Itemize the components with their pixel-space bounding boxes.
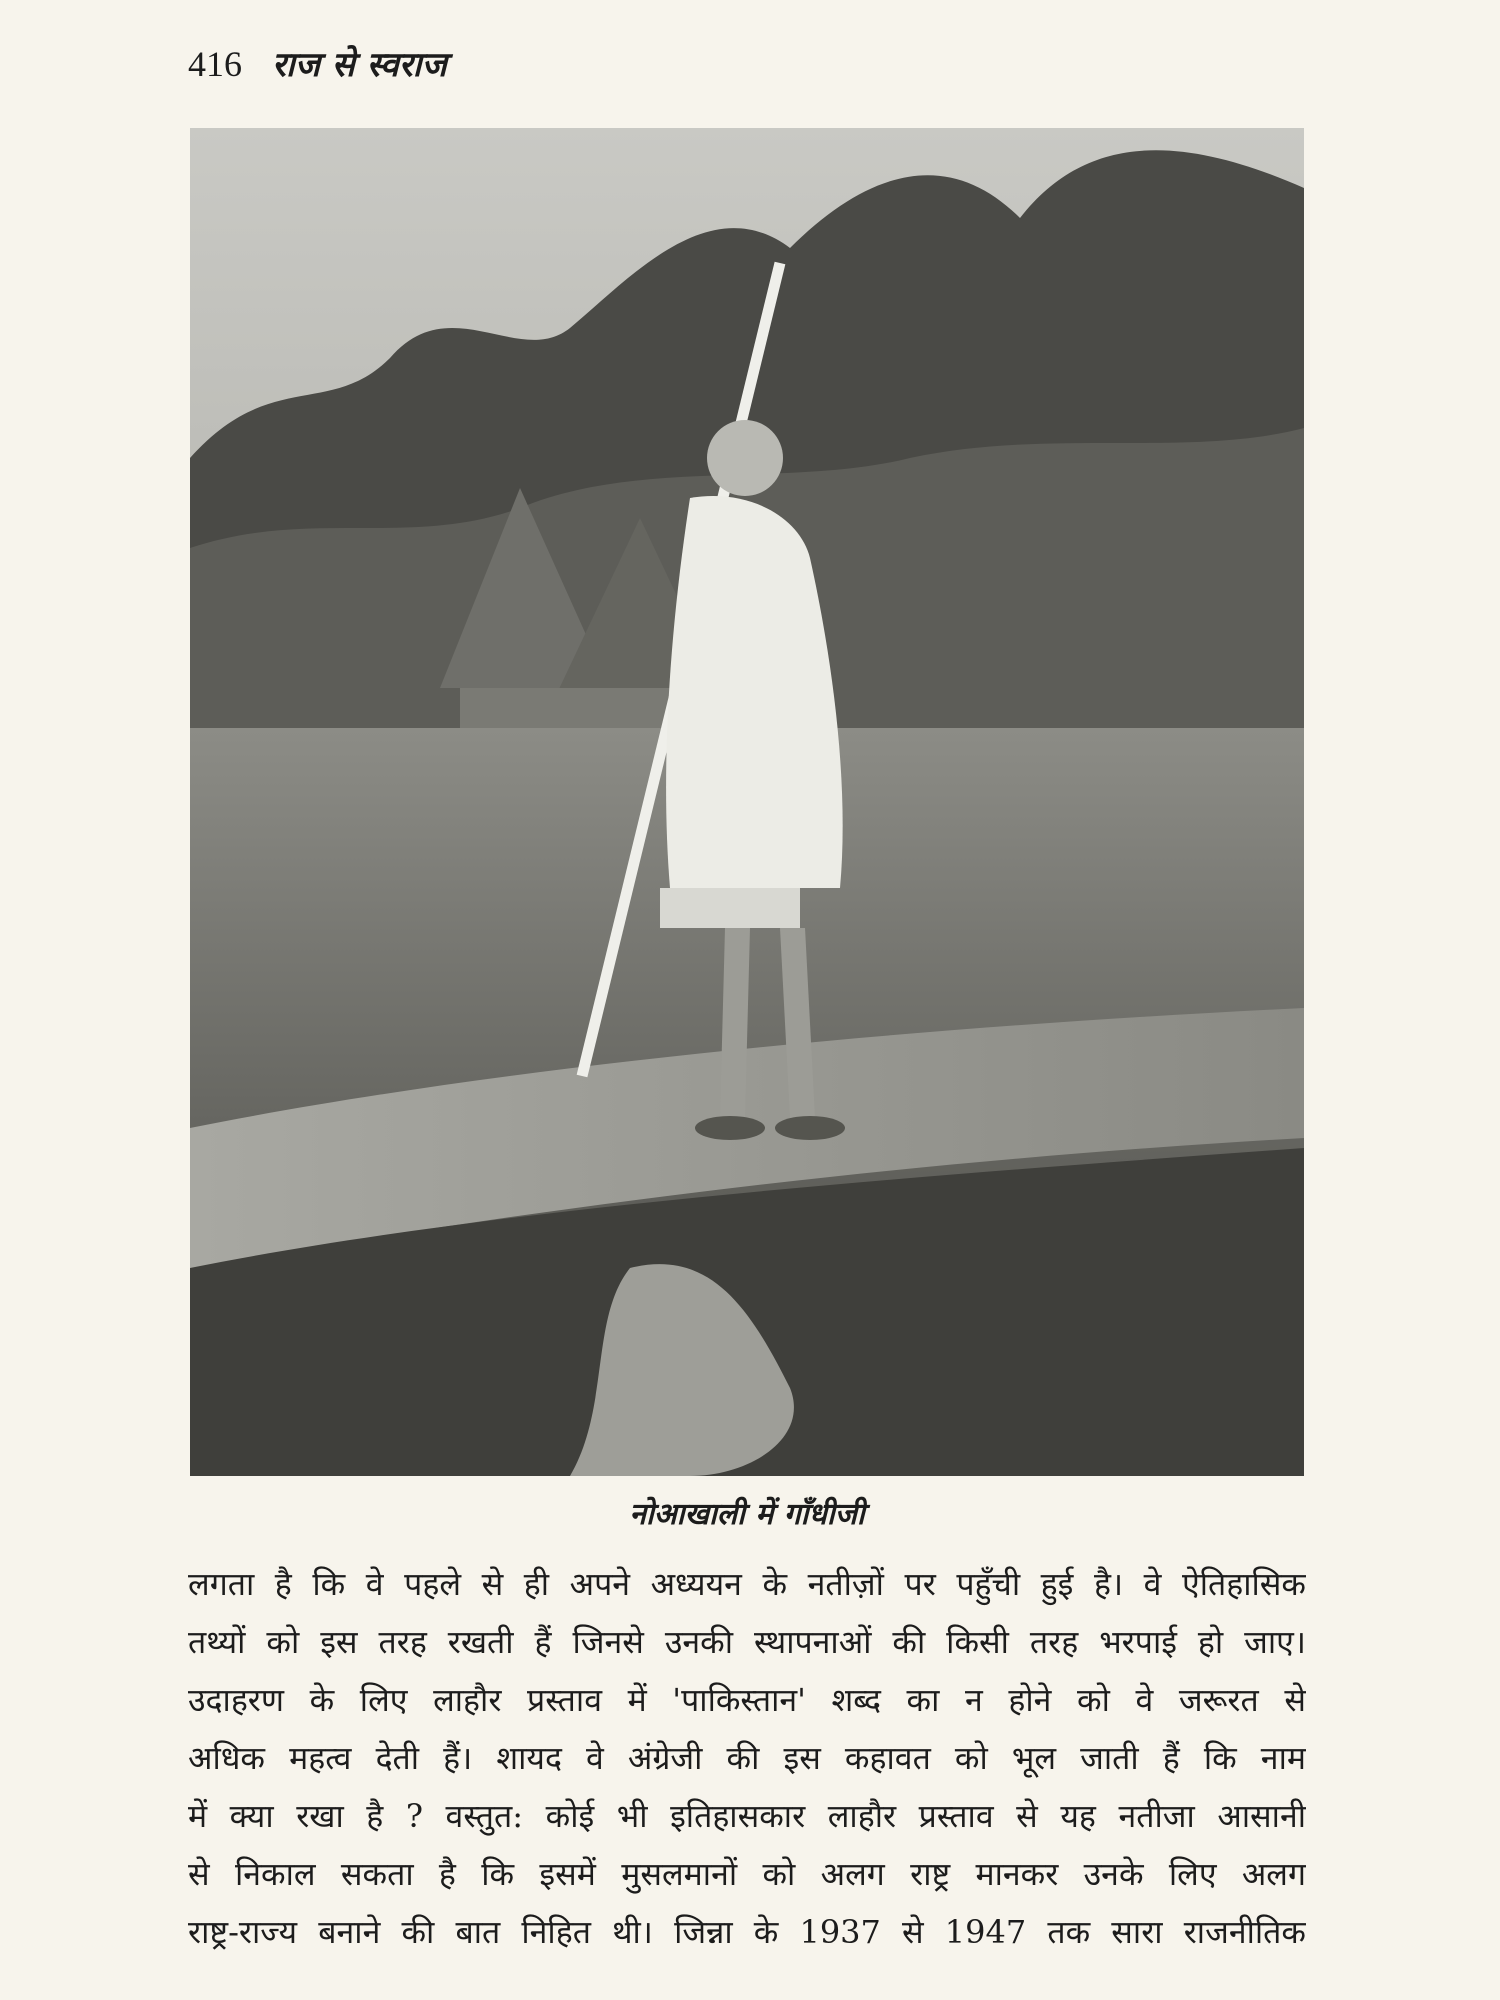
photograph-illustration bbox=[190, 128, 1304, 1476]
text-line: तथ्यों को इस तरह रखती हैं जिनसे उनकी स्थापनाओं की किसी तरह भरपाई हो जाए। bbox=[188, 1623, 1306, 1661]
text-line: अधिक महत्व देती हैं। शायद वे अंग्रेजी की इस कहावत को भूल जाती हैं कि नाम bbox=[188, 1739, 1306, 1777]
body-paragraph bbox=[188, 1555, 1306, 1961]
text-line: उदाहरण के लिए लाहौर प्रस्ताव में 'पाकिस्तान' शब्द का न होने को वे जरूरत से bbox=[188, 1681, 1306, 1719]
text-line: से निकाल सकता है कि इसमें मुसलमानों को अलग राष्ट्र मानकर उनके लिए अलग bbox=[188, 1855, 1306, 1893]
photograph bbox=[190, 128, 1304, 1476]
text-line: लगता है कि वे पहले से ही अपने अध्ययन के नतीज़ों पर पहुँची हुई है। वे ऐतिहासिक bbox=[188, 1565, 1306, 1603]
page-header bbox=[188, 40, 447, 86]
page-number: 416 bbox=[188, 44, 242, 84]
text-line: में क्या रखा है ? वस्तुत: कोई भी इतिहासकार लाहौर प्रस्ताव से यह नतीजा आसानी bbox=[188, 1797, 1306, 1835]
running-title: राज से स्वराज bbox=[272, 45, 447, 85]
photo-caption: नोआखाली में गाँधीजी bbox=[629, 1497, 865, 1532]
text-line: राष्ट्र-राज्य बनाने की बात निहित थी। जिन्ना के 1937 से 1947 तक सारा राजनीतिक bbox=[188, 1913, 1306, 1951]
